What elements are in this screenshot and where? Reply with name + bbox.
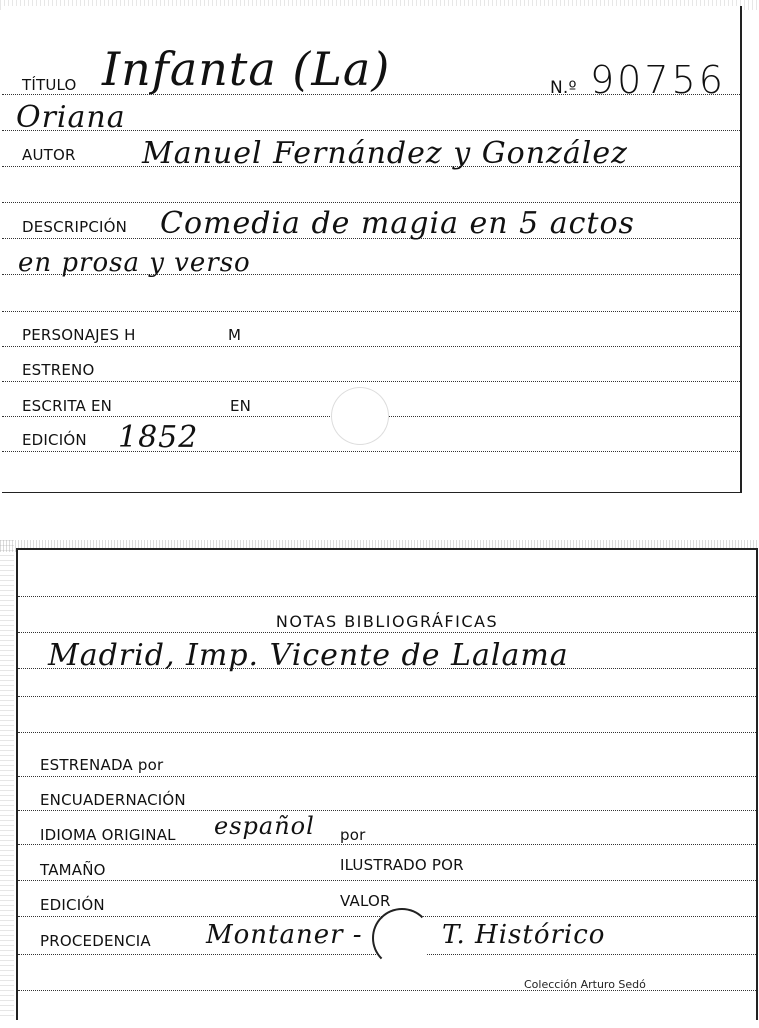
personajes-label: PERSONAJES H: [22, 326, 136, 344]
rule: [18, 810, 756, 811]
procedencia-value: Montaner -: [206, 920, 363, 950]
por-label: por: [340, 826, 366, 844]
rule: [2, 346, 740, 347]
rule: [2, 311, 740, 312]
estrenada-label: ESTRENADA por: [40, 756, 164, 774]
descripcion-value-line2: en prosa y verso: [18, 248, 251, 278]
tamano-label: TAMAÑO: [40, 861, 106, 879]
edicion-label-back: EDICIÓN: [40, 896, 105, 914]
rule: [18, 732, 756, 733]
rule: [18, 844, 756, 845]
numero-label: N.º: [550, 78, 577, 98]
scan-speckle-side: [0, 540, 14, 1020]
idioma-label: IDIOMA ORIGINAL: [40, 826, 176, 844]
procedencia-value-2: T. Histórico: [442, 920, 606, 950]
idioma-value: español: [214, 812, 315, 840]
rule: [18, 776, 756, 777]
rule: [2, 451, 740, 452]
edicion-value: 1852: [118, 420, 199, 455]
notas-title: NOTAS BIBLIOGRÁFICAS: [275, 612, 499, 631]
titulo-value-line2: Oriana: [16, 100, 126, 135]
encuadernacion-label: ENCUADERNACIÓN: [40, 791, 186, 809]
descripcion-value: Comedia de magia en 5 actos: [160, 206, 635, 241]
rule: [2, 381, 740, 382]
rule: [18, 696, 756, 697]
descripcion-label: DESCRIPCIÓN: [22, 218, 128, 236]
notas-value: Madrid, Imp. Vicente de Lalama: [48, 638, 569, 673]
edicion-label: EDICIÓN: [22, 431, 87, 449]
en-label: EN: [230, 397, 252, 415]
catalog-card-back: [16, 548, 758, 1020]
titulo-value: Infanta (La): [102, 42, 391, 96]
rule: [2, 202, 740, 203]
autor-label: AUTOR: [22, 146, 76, 164]
numero-value: 90756: [590, 58, 726, 102]
procedencia-label: PROCEDENCIA: [40, 932, 151, 950]
m-label: M: [228, 326, 242, 344]
escrita-label: ESCRITA EN: [22, 397, 113, 415]
rule: [18, 596, 756, 597]
valor-label: VALOR: [340, 892, 391, 910]
titulo-label: TÍTULO: [22, 76, 77, 94]
catalog-card-front: [2, 6, 742, 493]
autor-value: Manuel Fernández y González: [142, 136, 628, 171]
estreno-label: ESTRENO: [22, 361, 95, 379]
punch-hole: [332, 388, 388, 444]
ilustrado-label: ILUSTRADO POR: [340, 856, 464, 874]
punch-hole: [372, 908, 432, 968]
rule: [18, 632, 756, 633]
rule: [18, 880, 756, 881]
coleccion-stamp: Colección Arturo Sedó: [524, 978, 646, 991]
